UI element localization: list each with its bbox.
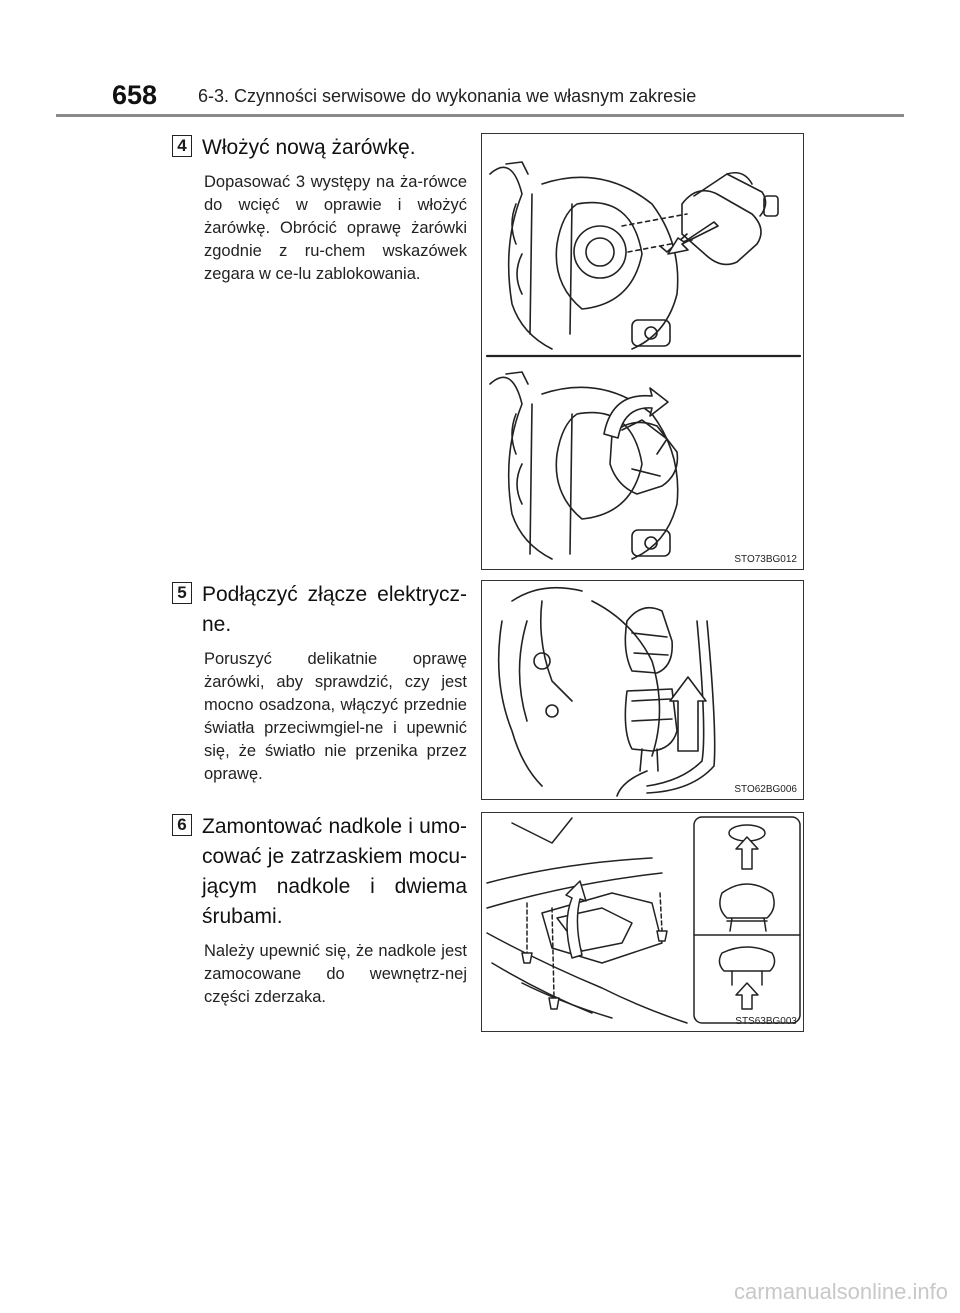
step-4 — [172, 133, 467, 286]
figure-bulb-install — [481, 133, 804, 570]
page-number: 658 — [112, 80, 158, 110]
step-description: Należy upewnić się, że nadkole jest zamocowane do wewnętrz-nej części zderzaka. — [204, 942, 467, 1006]
step-description: Poruszyć delikatnie oprawę żarówki, aby sprawdzić, czy jest mocno osadzona, włączyć przednie światła przeciwmgiel-ne i upewnić się, że światło nie przenika przez oprawę. — [204, 650, 467, 783]
connector-illustration — [482, 581, 804, 800]
step-description: Dopasować 3 występy na ża-rówce do wcięć w oprawie i włożyć żarówkę. Obrócić oprawę żarówki zgodnie z ru-chem wskazówek zegara w ce-lu zablokowania. — [204, 173, 467, 283]
step-number-badge: 5 — [172, 582, 192, 604]
bulb-install-illustration — [482, 134, 804, 570]
figure-code: STS63BG003 — [735, 1016, 797, 1027]
step-title: Włożyć nową żarówkę. — [202, 136, 416, 159]
step-5 — [172, 580, 467, 786]
watermark: carmanualsonline.info — [733, 1279, 948, 1304]
step-number-badge: 4 — [172, 135, 192, 157]
figure-code: STO73BG012 — [734, 554, 797, 565]
step-title: Zamontować nadkole i umo-cować je zatrzaskiem mocu-jącym nadkole i dwiema śrubami. — [202, 815, 467, 928]
step-number-badge: 6 — [172, 814, 192, 836]
figure-connector — [481, 580, 804, 800]
section-title: 6-3. Czynności serwisowe do wykonania we własnym zakresie — [198, 86, 697, 106]
step-title: Podłączyć złącze elektrycz-ne. — [202, 583, 467, 636]
figure-code: STO62BG006 — [734, 784, 797, 795]
figure-fender-liner — [481, 812, 804, 1032]
fender-liner-illustration — [482, 813, 804, 1032]
header-divider — [56, 114, 904, 117]
step-6 — [172, 812, 467, 1009]
page-header — [0, 0, 960, 120]
